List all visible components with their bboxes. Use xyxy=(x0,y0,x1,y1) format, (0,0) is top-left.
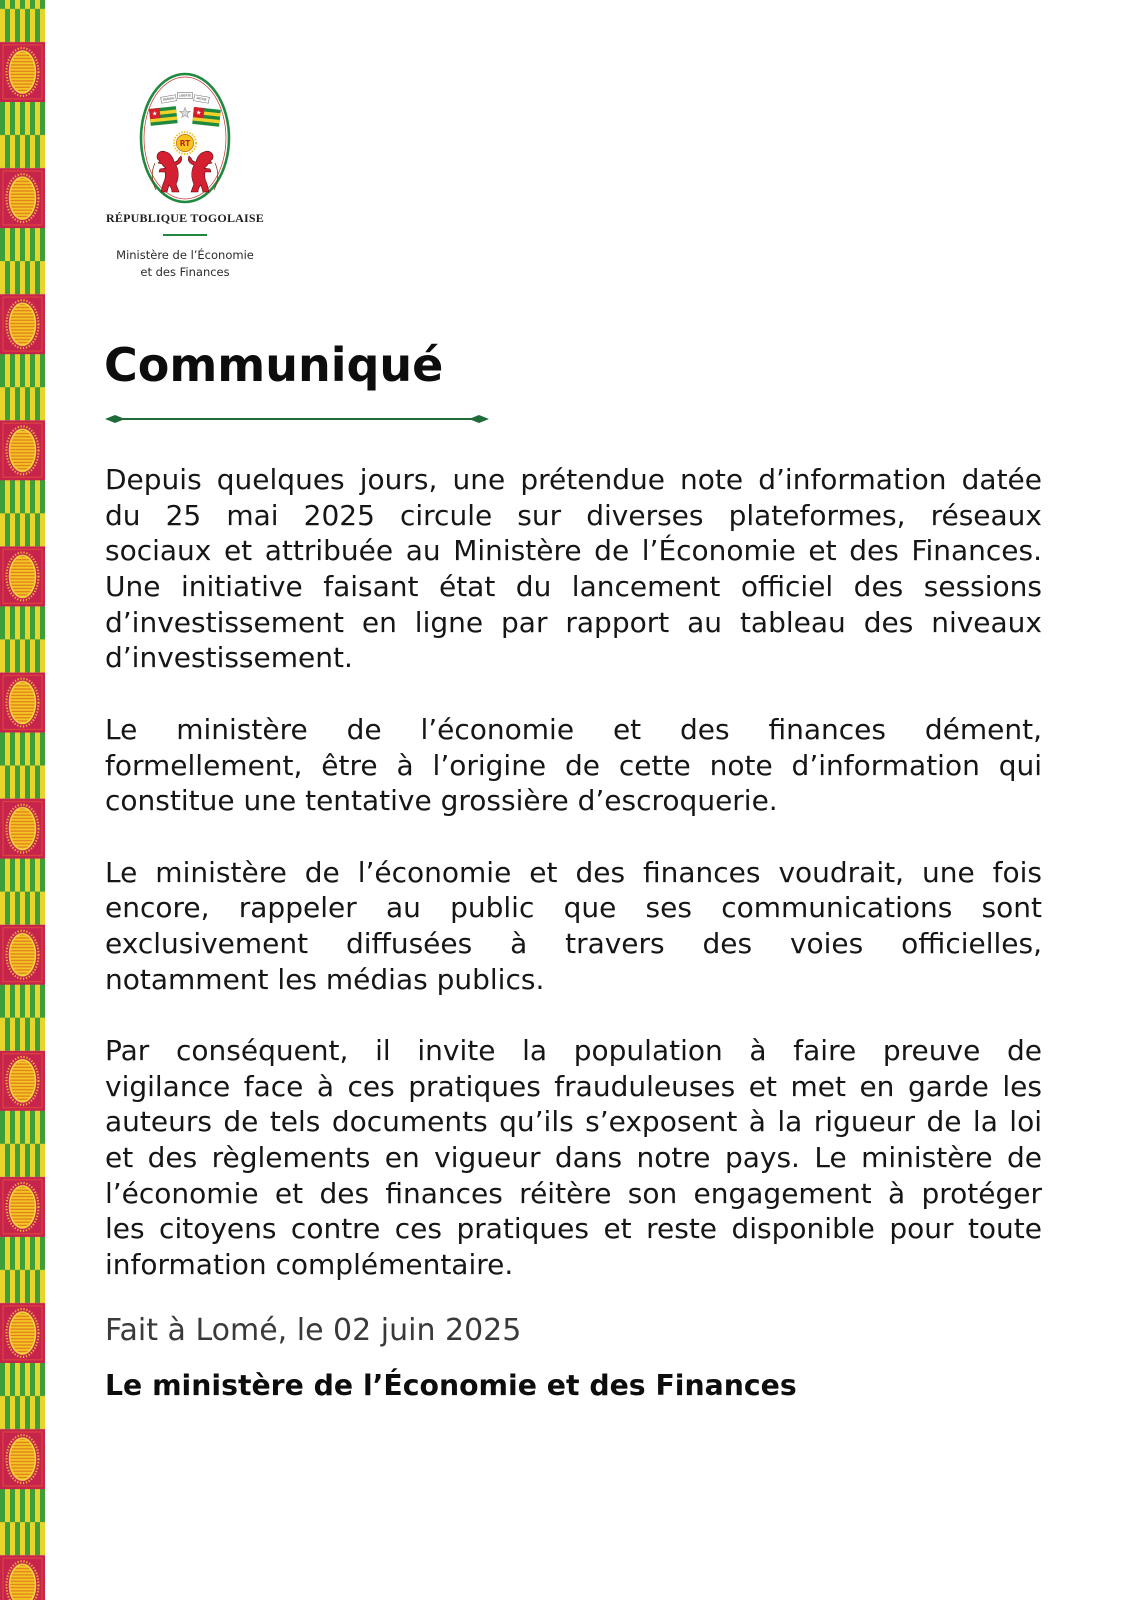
paragraph-line: Le ministère de l’économie et des finances voudrait, une fois xyxy=(105,855,1042,889)
paragraph-1 xyxy=(105,462,1042,676)
paragraph-line: sociaux et attribuée au Ministère de l’Économie et des Finances. xyxy=(105,534,1042,568)
diamond-icon xyxy=(105,415,125,423)
paragraph-line: d’investissement. xyxy=(105,641,353,675)
paragraph-line: information complémentaire. xyxy=(105,1248,514,1282)
paragraph-line: notamment les médias publics. xyxy=(105,962,545,996)
paragraph-line: encore, rappeler au public que ses communications sont xyxy=(105,891,1042,925)
paragraph-line: Depuis quelques jours, une prétendue note d’information datée xyxy=(105,463,1042,496)
togo-flag-left xyxy=(149,106,178,126)
paragraph-3 xyxy=(105,855,1042,998)
paragraph-line: Par conséquent, il invite la population à faire preuve de xyxy=(105,1034,1042,1067)
ministry-name-line: et des Finances xyxy=(140,265,230,279)
place-and-date: Fait à Lomé, le 02 juin 2025 xyxy=(105,1313,522,1348)
paragraph-line: Le ministère de l’économie et des finances dément, xyxy=(105,712,1042,746)
title-divider xyxy=(103,411,491,427)
motto-word: TRAVAIL xyxy=(162,95,175,103)
rt-initials: RT xyxy=(179,139,191,148)
coat-of-arms-emblem xyxy=(139,72,231,204)
paragraph-line: et des règlements en vigueur dans notre pays. Le ministère de xyxy=(105,1141,1042,1175)
header-divider xyxy=(163,234,207,236)
diamond-icon xyxy=(469,415,489,423)
ministry-name xyxy=(85,247,285,281)
country-name: RÉPUBLIQUE TOGOLAISE xyxy=(106,211,264,225)
motto-word: PATRIE xyxy=(196,96,207,102)
paragraph-line: formellement, être à l’origine de cette note d’information qui xyxy=(105,748,1042,782)
paragraph-line: exclusivement diffusées à travers des voies officielles, xyxy=(105,926,1042,960)
togo-flag-right xyxy=(192,107,221,127)
paragraph-line: d’investissement en ligne par rapport au tableau des niveaux xyxy=(105,605,1042,639)
kente-border xyxy=(0,0,45,1600)
signatory: Le ministère de l’Économie et des Finances xyxy=(105,1369,797,1402)
communique-body xyxy=(105,462,1042,1319)
paragraph-line: l’économie et des finances réitère son engagement à protéger xyxy=(105,1176,1042,1210)
paragraph-line: auteurs de tels documents qu’ils s’exposent à la rigueur de la loi xyxy=(105,1105,1042,1139)
motto-word: LIBERTÉ xyxy=(178,93,192,98)
paragraph-line: constitue une tentative grossière d’escroquerie. xyxy=(105,784,778,818)
paragraph-line: vigilance face à ces pratiques frauduleuses et met en garde les xyxy=(105,1069,1042,1103)
paragraph-line: les citoyens contre ces pratiques et reste disponible pour toute xyxy=(105,1212,1042,1246)
ministry-name-line: Ministère de l’Économie xyxy=(116,248,254,262)
page-title: Communiqué xyxy=(104,338,444,392)
paragraph-2 xyxy=(105,712,1042,819)
paragraph-line: Une initiative faisant état du lancement officiel des sessions xyxy=(105,570,1042,604)
rt-badge xyxy=(174,132,196,154)
paragraph-4 xyxy=(105,1033,1042,1283)
paragraph-line: du 25 mai 2025 circule sur diverses plateformes, réseaux xyxy=(105,498,1042,532)
